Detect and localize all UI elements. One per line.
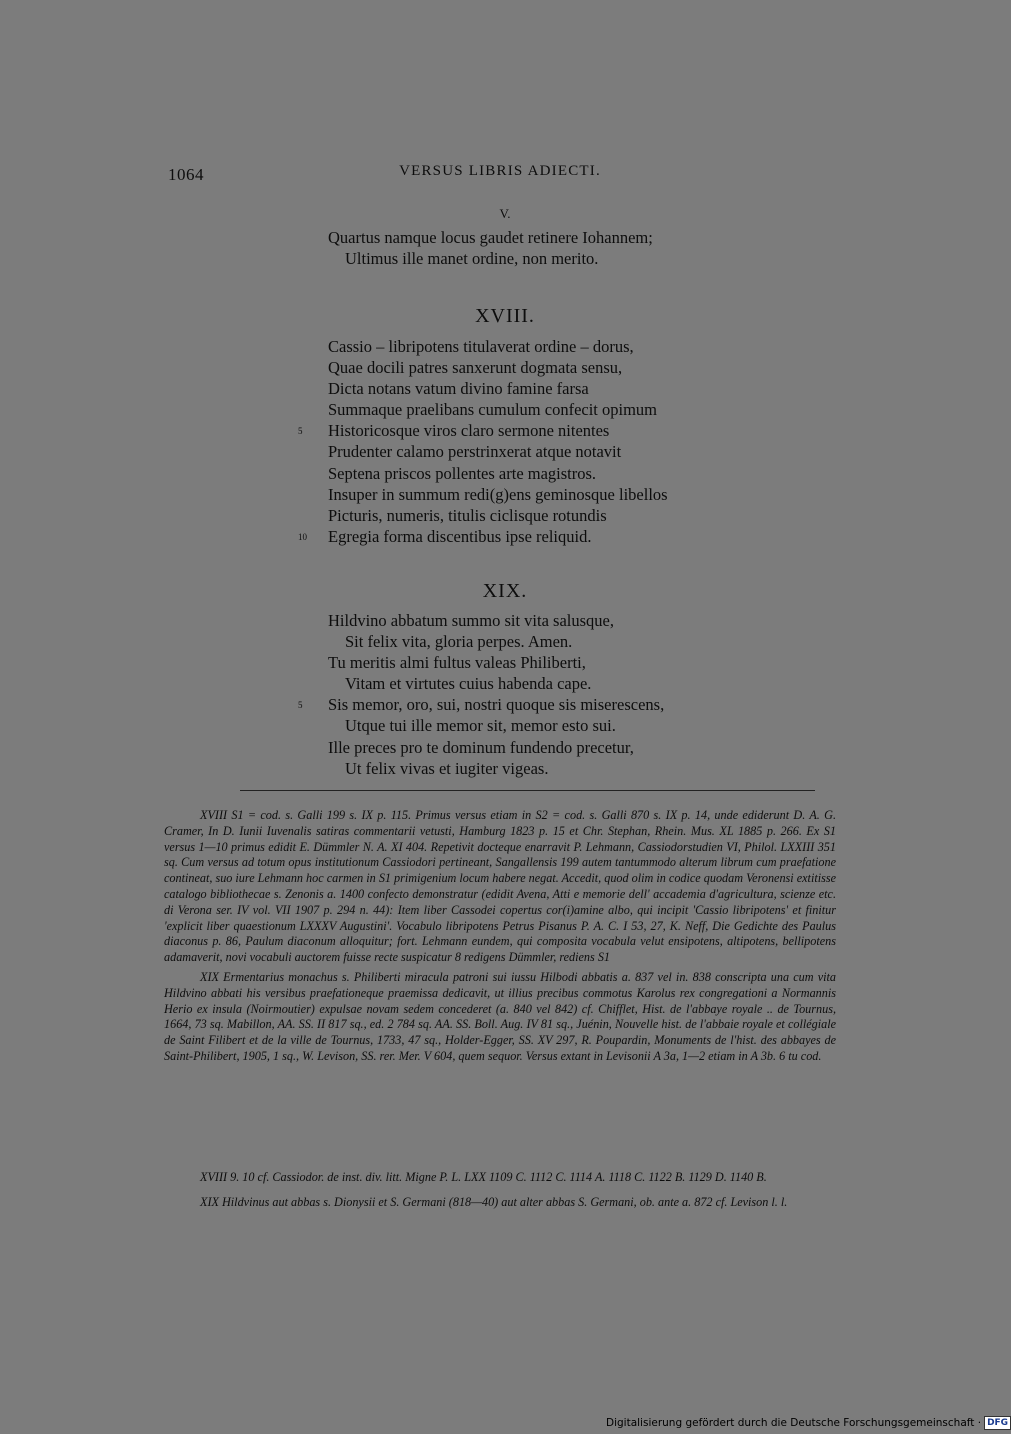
verse-line xyxy=(328,505,668,526)
verse-text: Quartus namque locus gaudet retinere Iohannem; xyxy=(328,228,653,247)
verse-block-v xyxy=(328,227,653,269)
verse-line xyxy=(328,673,664,694)
verse-line-number: 5 xyxy=(298,426,303,437)
verse-text: Ultimus ille manet ordine, non merito. xyxy=(345,249,599,269)
verse-text: Cassio – libripotens titulaverat ordine – dorus, xyxy=(328,337,634,356)
running-title: VERSUS LIBRIS ADIECTI. xyxy=(399,163,601,179)
verse-line-number: 5 xyxy=(298,700,303,711)
verse-text: Historicosque viros claro sermone nitentes xyxy=(328,421,610,441)
verse-line xyxy=(328,441,668,462)
verse-line xyxy=(328,378,668,399)
dfg-logo: DFG xyxy=(984,1416,1011,1430)
verse-line xyxy=(328,484,668,505)
verse-text: Ut felix vivas et iugiter vigeas. xyxy=(345,758,549,778)
verse-text: Septena priscos pollentes arte magistros. xyxy=(328,463,597,483)
verse-line xyxy=(328,463,668,484)
verse-text: Tu meritis almi fultus valeas Philiberti, xyxy=(328,653,586,673)
verse-text: Prudenter calamo perstrinxerat atque notavit xyxy=(328,442,622,462)
verse-line xyxy=(328,357,668,378)
verse-line xyxy=(328,758,664,779)
verse-line xyxy=(328,336,668,357)
verse-line xyxy=(328,652,664,673)
verse-text: Ille preces pro te dominum fundendo precetur, xyxy=(328,737,634,757)
verse-text: Vitam et virtutes cuius habenda cape. xyxy=(345,674,592,694)
footer-credit: Digitalisierung gefördert durch die Deutsche Forschungsgemeinschaft · xyxy=(606,1417,982,1429)
verse-line xyxy=(328,631,664,652)
verse-line xyxy=(328,715,664,736)
section-label-v: V. xyxy=(499,206,511,221)
verse-text: Summaque praelibans cumulum confecit opimum xyxy=(328,400,658,420)
section-heading-xviii: XVIII. xyxy=(475,305,535,327)
verse-text: Sis memor, oro, sui, nostri quoque sis miserescens, xyxy=(328,695,665,715)
verse-text: Insuper in summum redi(g)ens geminosque libellos xyxy=(328,484,668,504)
verse-text: Picturis, numeris, titulis ciclisque rotundis xyxy=(328,505,607,525)
source-note-xviii: XVIII 9. 10 cf. Cassiodor. de inst. div. litt. Migne P. L. LXX 1109 C. 1112 C. 1114 A. 1118 C. 1122 B. 1129 D. 1140 B. xyxy=(200,1170,767,1184)
verse-text: Hildvino abbatum summo sit vita salusque, xyxy=(328,611,614,630)
verse-text: Quae docili patres sanxerunt dogmata sensu, xyxy=(328,358,623,378)
verse-line xyxy=(328,227,653,248)
verse-line xyxy=(328,248,653,269)
verse-text: Utque tui ille memor sit, memor esto sui. xyxy=(345,716,616,736)
section-heading-xix: XIX. xyxy=(482,580,528,602)
separator-rule xyxy=(240,790,815,791)
digitization-footer xyxy=(606,1416,1011,1430)
verse-block-xviii xyxy=(298,336,668,547)
critical-apparatus xyxy=(164,808,836,1069)
verse-line xyxy=(298,420,668,441)
verse-line xyxy=(328,610,664,631)
verse-text: Dicta notans vatum divino famine farsa xyxy=(328,379,589,399)
page-number: 1064 xyxy=(168,165,204,184)
verse-line xyxy=(298,694,665,715)
verse-line xyxy=(328,737,664,758)
verse-text: Sit felix vita, gloria perpes. Amen. xyxy=(345,632,573,652)
source-note-xix: XIX Hildvinus aut abbas s. Dionysii et S. Germani (818—40) aut alter abbas S. Germani, ob. ante a. 872 cf. Levison l. l. xyxy=(200,1194,788,1209)
verse-line xyxy=(298,526,668,547)
verse-line xyxy=(328,399,668,420)
verse-line-number: 10 xyxy=(298,531,307,542)
apparatus-note-xviii: XVIII S1 = cod. s. Galli 199 s. IX p. 115. Primus versus etiam in S2 = cod. s. Galli 870 s. IX p. 14, unde ediderunt D. A. G. Cramer, In D. Iunii Iuvenalis satiras commentarii vetusti, Hamburg 1823 p. 15 et Chr. Stephan, Rhein. Mus. XL 1885 p. 266. Ex S1 versus 1—10 primus edidit E. Dümmler N. A. XI 404. Repetivit docteque enarravit P. Lehmann, Cassiodorstudien VI, Philol. LXXIII 351 sq. Cum versus ad totum opus institutionum Cassiodori pertineant, Sangallensis 199 autem tantummodo alterum librum cum praefatione contineat, suo iure Lehmann hoc carmen in S1 primigenium locum habere negat. Accedit, quod olim in codice quodam Veronensi extitisse catalogo bibliothecae s. Zenonis a. 1400 confecto demonstratur (edidit Avena, Atti e memorie dell' accademia d'agricultura, scienze etc. di Verona ser. IV vol. VII 1907 p. 294 n. 44): Item liber Cassodei copertus cor(i)amine albo, qui incipit 'Cassio libripotens' et finitur 'explicit liber quaestionum LXXXV Augustini'. Vocabulo libripotens Petrus Pisanus P. A. C. I 53, 27, K. Neff, Die Gedichte des Paulus diaconus p. 86, Paulum diaconum alloquitur; fort. Lehmann eundem, qui composita vocabula velut ensipotens, altipotens, bellipotens adamaverit, novi vocabuli auctorem fuisse recte suspicatur 8 redigens Dümmler, rediens S1 xyxy=(164,808,836,965)
verse-block-xix xyxy=(298,610,665,779)
verse-text: Egregia forma discentibus ipse reliquid. xyxy=(328,526,592,546)
apparatus-note-xix: XIX Ermentarius monachus s. Philiberti miracula patroni sui iussu Hilbodi abbatis a. 837 vel in. 838 conscripta una cum vita Hildvino abbati his versibus praefationeque praemissa dedicavit, ut illius precibus commotus Karolus rex congregationi a Normannis Herio ex insula (Noirmoutier) expulsae novam sedem concederet (a. 840 vel 842) cf. Chifflet, Hist. de l'abbaye royale .. de Tournus, 1664, 73 sq. Mabillon, AA. SS. II 817 sq., ed. 2 784 sq. AA. SS. Boll. Aug. IV 81 sq., Juénin, Nouvelle hist. de l'abbaie royale et collégiale de Saint Filibert et de la ville de Tournus, 1733, 47 sq., Holder-Egger, SS. XV 297, R. Poupardin, Monuments de l'hist. des abbayes de Saint-Philibert, 1905, 1 sq., W. Levison, SS. rer. Mer. V 604, quem sequor. Versus extant in Levisonii A 3a, 1—2 etiam in A 3b. 6 tu cod. xyxy=(164,969,836,1063)
source-apparatus xyxy=(164,1170,836,1220)
